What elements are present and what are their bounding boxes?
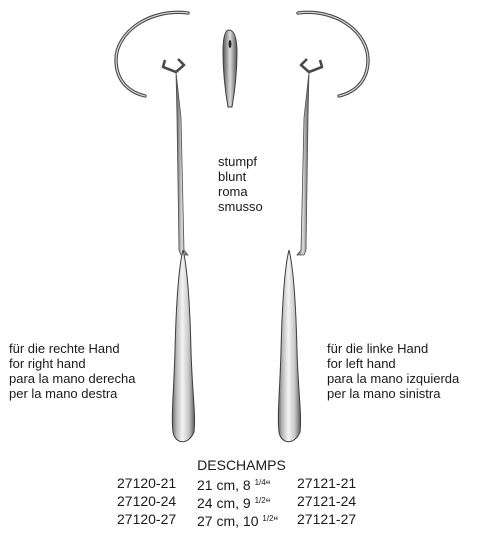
right-hand-handle [172, 250, 194, 442]
product-name: DESCHAMPS [197, 457, 286, 473]
tip-label-it: smusso [218, 199, 263, 214]
right-hand-label-it: per la mano destra [9, 386, 118, 401]
size [197, 510, 278, 530]
left-hand-label-es: para la mano izquierda [327, 371, 460, 386]
left-hand-code: 27121-24 [297, 493, 357, 509]
size [197, 474, 270, 494]
size-fraction: 1/4 [254, 478, 266, 487]
left-hand-label-en: for left hand [327, 356, 396, 371]
right-hand-label-en: for right hand [9, 356, 86, 371]
left-hand-code: 27121-21 [297, 475, 357, 491]
size-fraction: 1/2 [262, 514, 274, 523]
right-hand-bend [163, 59, 184, 72]
tip-label-en: blunt [218, 169, 247, 184]
right-hand-shaft [176, 72, 188, 255]
size-cm: 27 cm, 10 [197, 513, 259, 529]
inch-mark: “ [265, 495, 271, 511]
left-hand-bend [301, 59, 322, 72]
sizes-table [0, 474, 483, 528]
left-hand-code: 27121-27 [297, 511, 357, 527]
size-fraction: 1/2 [254, 496, 266, 505]
inch-mark: “ [273, 513, 279, 529]
right-hand-label-de: für die rechte Hand [9, 341, 120, 356]
right-hand-label [9, 341, 135, 401]
size-cm: 21 cm, 8 [197, 477, 251, 493]
tip-label [218, 154, 263, 214]
table-row [0, 492, 483, 510]
left-hand-label-it: per la mano sinistra [327, 386, 441, 401]
left-hand-handle [278, 250, 300, 442]
table-row [0, 510, 483, 528]
right-hand-code: 27120-27 [117, 511, 177, 527]
table-row [0, 474, 483, 492]
left-hand-label-de: für die linke Hand [327, 341, 429, 356]
right-hand-label-es: para la mano derecha [9, 371, 136, 386]
right-hand-code: 27120-21 [117, 475, 177, 491]
size [197, 492, 270, 512]
inch-mark: “ [265, 477, 271, 493]
blunt-tip-detail [223, 30, 237, 107]
right-hand-code: 27120-24 [117, 493, 177, 509]
left-hand-shaft [297, 72, 309, 255]
size-cm: 24 cm, 9 [197, 495, 251, 511]
left-hand-label [327, 341, 459, 401]
needle-eye [229, 40, 232, 48]
tip-label-es: roma [218, 184, 248, 199]
tip-label-de: stumpf [218, 154, 258, 169]
